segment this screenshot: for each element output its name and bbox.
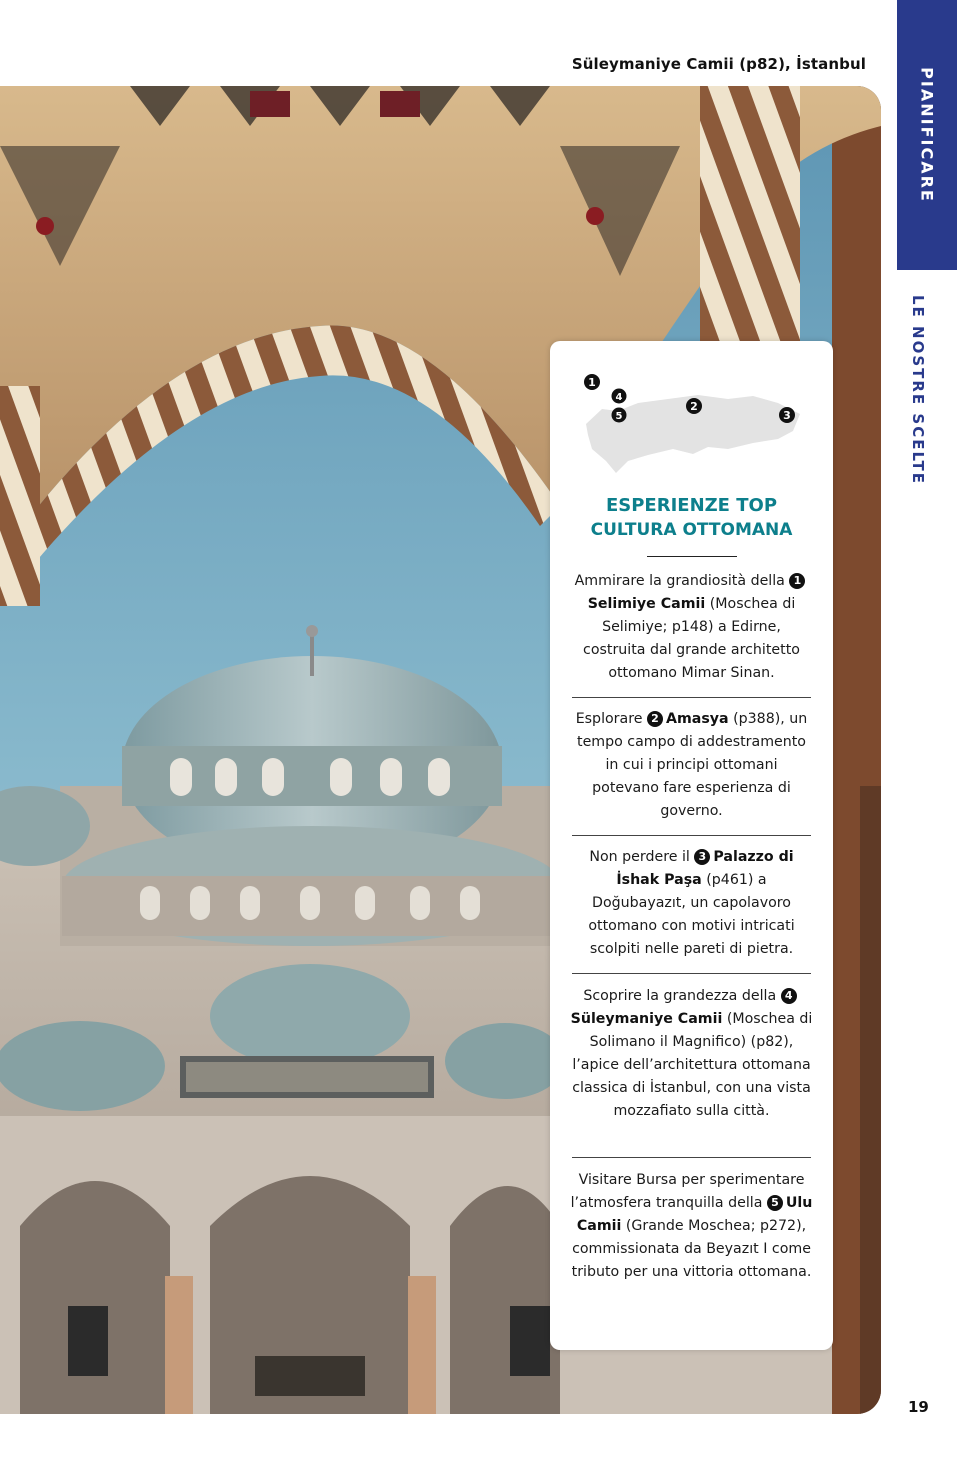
experience-item	[570, 985, 813, 1123]
entry-description: (p461) a Doğubayazıt, un capolavoro ottomano con motivi intricati scolpiti nelle pareti di pietra.	[588, 872, 795, 957]
experience-item	[570, 1169, 813, 1284]
map-marker	[779, 407, 795, 423]
entry-intro: Non perdere il	[589, 849, 690, 865]
title-divider	[647, 556, 737, 557]
map-marker	[612, 408, 627, 423]
entry-description: (Moschea di Selimiye; p148) a Edirne, costruita dal grande architetto ottomano Mimar Sinan.	[583, 596, 800, 681]
marker-badge: 2	[647, 711, 663, 727]
map-marker-label: 1	[588, 376, 596, 389]
card-subtitle: CULTURA OTTOMANA	[590, 520, 793, 540]
entry-intro: Scoprire la grandezza della	[583, 988, 777, 1004]
map-marker	[584, 374, 600, 390]
subsection-label: LE NOSTRE SCELTE	[909, 295, 927, 485]
entry-intro: Ammirare la grandiosità della	[574, 573, 785, 589]
map-marker-label: 3	[783, 409, 791, 422]
card-title: ESPERIENZE TOP	[605, 495, 778, 516]
map-marker	[686, 398, 702, 414]
entry-description: (Grande Moschea; p272), commissionata da Beyazıt I come tributo per una vittoria ottomana.	[571, 1218, 812, 1280]
experience-item	[570, 570, 813, 685]
marker-badge: 4	[781, 988, 797, 1004]
marker-badge: 1	[789, 573, 805, 589]
map-marker-label: 5	[615, 411, 623, 422]
marker-badge: 3	[694, 849, 710, 865]
entry-intro: Esplorare	[575, 711, 643, 727]
place-name: Süleymaniye Camii	[570, 1011, 723, 1027]
map-marker-label: 2	[690, 400, 698, 413]
entry-divider	[572, 835, 811, 836]
entry-description: (Moschea di Solimano il Magnifico) (p82), l’apice dell’architettura ottomana classica di İstanbul, con una vista mozzafiato sulla città.	[572, 1011, 813, 1119]
place-name: Amasya	[665, 711, 729, 727]
map-marker-label: 4	[615, 392, 623, 403]
experience-item	[570, 708, 813, 823]
entry-divider	[572, 697, 811, 698]
page-number: 19	[908, 1398, 929, 1416]
entry-divider	[572, 1157, 811, 1158]
experience-item	[570, 846, 813, 961]
place-name: Selimiye Camii	[587, 596, 706, 612]
map-marker	[612, 389, 627, 404]
entry-intro: Visitare Bursa per sperimentare l’atmosfera tranquilla della	[570, 1172, 805, 1211]
section-tab-label: PIANIFICARE	[917, 67, 937, 203]
photo-caption: Süleymaniye Camii (p82), İstanbul	[571, 55, 866, 73]
entry-divider	[572, 973, 811, 974]
top-experiences-card	[550, 341, 833, 1350]
place-name: Palazzo di İshak Paşa	[616, 849, 794, 888]
marker-badge: 5	[767, 1195, 783, 1211]
entry-description: (p388), un tempo campo di addestramento in cui i principi ottomani potevano fare esperienza di governo.	[577, 711, 808, 819]
turkey-map	[578, 369, 808, 479]
place-name: Ulu Camii	[576, 1195, 813, 1234]
